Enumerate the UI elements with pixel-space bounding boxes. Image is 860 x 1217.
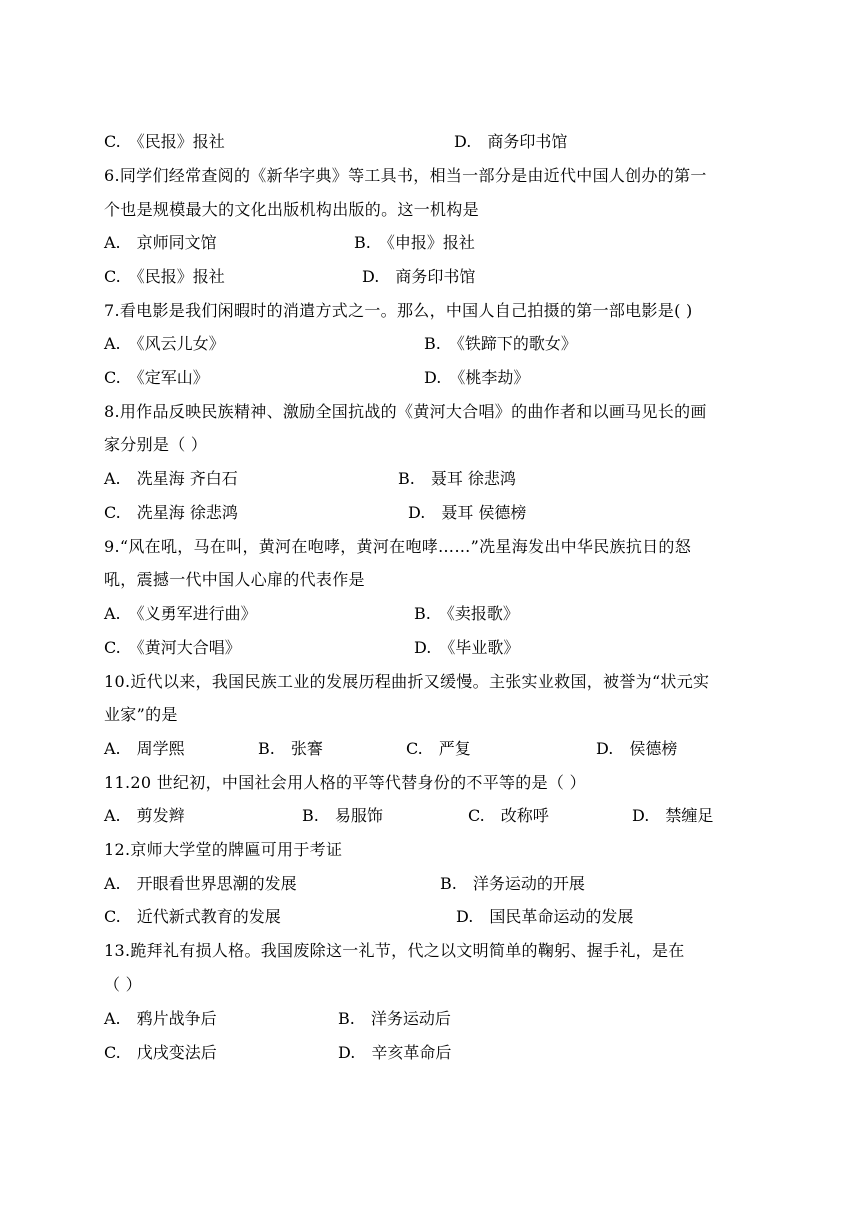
question-text-line: 业家”的是 <box>104 705 178 724</box>
answer-option: C. 严复 <box>406 739 471 758</box>
answer-option: B. 《申报》报社 <box>354 233 475 252</box>
answer-option: A. 《义勇军进行曲》 <box>104 604 257 623</box>
answer-option: B. 易服饰 <box>302 806 383 825</box>
question-text-line: 13.跪拜礼有损人格。我国废除这一礼节，代之以文明简单的鞠躬、握手礼，是在 <box>104 941 685 960</box>
options-row <box>104 501 764 525</box>
options-row <box>104 804 764 828</box>
options-row <box>104 467 764 491</box>
options-row <box>104 332 764 356</box>
answer-option: C. 《定军山》 <box>104 368 209 387</box>
answer-option: A. 京师同文馆 <box>104 233 217 252</box>
options-row <box>104 905 764 929</box>
answer-option: B. 洋务运动后 <box>338 1009 451 1028</box>
answer-option: D. 商务印书馆 <box>362 267 476 286</box>
options-row <box>104 737 764 761</box>
answer-option: C. 冼星海 徐悲鸿 <box>104 503 238 522</box>
answer-option: D. 聂耳 侯德榜 <box>408 503 527 522</box>
answer-option: D. 禁缠足 <box>632 806 714 825</box>
answer-option: B. 洋务运动的开展 <box>440 874 585 893</box>
answer-option: B. 《铁蹄下的歌女》 <box>424 334 577 353</box>
answer-option: A. 剪发辫 <box>104 806 185 825</box>
question-text-line: 家分别是（ ） <box>104 435 208 454</box>
options-row <box>104 872 764 896</box>
answer-option: C. 戊戌变法后 <box>104 1043 217 1062</box>
question-text-line: （ ） <box>104 975 142 994</box>
question-text-line: 吼，震撼一代中国人心扉的代表作是 <box>104 570 365 589</box>
options-row <box>104 366 764 390</box>
answer-option: A. 鸦片战争后 <box>104 1009 217 1028</box>
options-row <box>104 1007 764 1031</box>
answer-option: D. 《毕业歌》 <box>414 638 520 657</box>
question-text-line: 12.京师大学堂的牌匾可用于考证 <box>104 840 343 859</box>
answer-option: B. 聂耳 徐悲鸿 <box>398 469 516 488</box>
answer-option: D. 《桃李劫》 <box>424 368 530 387</box>
answer-option: C. 《民报》报社 <box>104 267 225 286</box>
options-row <box>104 1041 764 1065</box>
options-row <box>104 265 764 289</box>
options-row <box>104 231 764 255</box>
answer-option: C. 《黄河大合唱》 <box>104 638 241 657</box>
question-text-line: 个也是规模最大的文化出版机构出版的。这一机构是 <box>104 200 479 219</box>
question-text-line: 10.近代以来，我国民族工业的发展历程曲折又缓慢。主张实业救国，被誉为“状元实 <box>104 672 710 691</box>
answer-option: D. 商务印书馆 <box>454 132 568 151</box>
answer-option: D. 国民革命运动的发展 <box>456 907 634 926</box>
answer-option: D. 侯德榜 <box>596 739 678 758</box>
answer-option: C. 改称呼 <box>468 806 549 825</box>
question-text-line: 9.“风在吼，马在叫，黄河在咆哮，黄河在咆哮……”冼星海发出中华民族抗日的怒 <box>104 537 692 556</box>
answer-option: C. 近代新式教育的发展 <box>104 907 281 926</box>
answer-option: B. 张謇 <box>258 739 323 758</box>
question-text-line: 8.用作品反映民族精神、激励全国抗战的《黄河大合唱》的曲作者和以画马见长的画 <box>104 402 707 421</box>
question-text-line: 7.看电影是我们闲暇时的消遣方式之一。那么，中国人自己拍摄的第一部电影是( ) <box>104 301 693 320</box>
answer-option: D. 辛亥革命后 <box>338 1043 452 1062</box>
answer-option: A. 开眼看世界思潮的发展 <box>104 874 297 893</box>
options-row <box>104 130 764 154</box>
options-row <box>104 636 764 660</box>
answer-option: A. 《风云儿女》 <box>104 334 225 353</box>
answer-option: C. 《民报》报社 <box>104 132 225 151</box>
options-row <box>104 602 764 626</box>
question-text-line: 6.同学们经常查阅的《新华字典》等工具书，相当一部分是由近代中国人创办的第一 <box>104 166 707 185</box>
answer-option: A. 冼星海 齐白石 <box>104 469 238 488</box>
answer-option: B. 《卖报歌》 <box>414 604 519 623</box>
question-text-line: 11.20 世纪初，中国社会用人格的平等代替身份的不平等的是（ ） <box>104 773 586 792</box>
answer-option: A. 周学熙 <box>104 739 185 758</box>
